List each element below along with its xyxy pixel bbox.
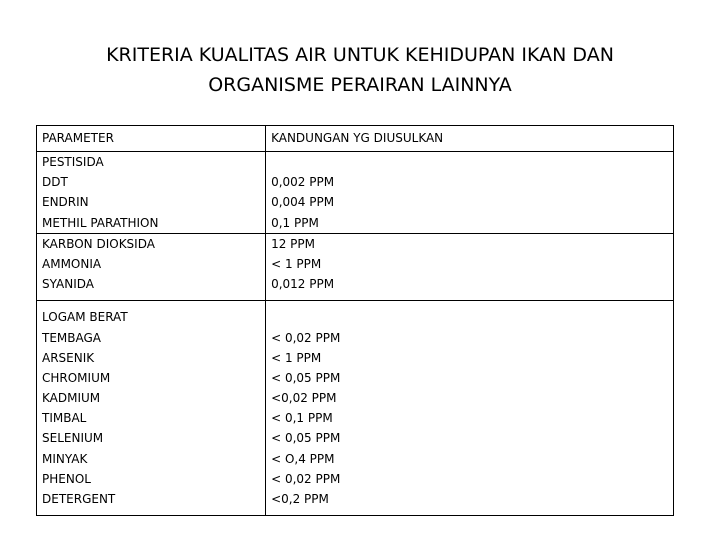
table-row [37, 152, 674, 234]
parameter-label: ENDRIN [42, 195, 89, 210]
parameter-cell [37, 301, 266, 516]
value-label [271, 152, 668, 172]
value-label: < O,4 PPM [271, 451, 335, 466]
value-label: < 0,02 PPM [271, 471, 341, 486]
table-row [37, 301, 674, 516]
water-quality-table [36, 125, 674, 516]
parameter-label: PHENOL [42, 471, 91, 486]
parameter-label: DDT [42, 175, 68, 190]
parameter-label: LOGAM BERAT [42, 310, 128, 325]
value-cell [266, 152, 674, 234]
value-label: < 0,1 PPM [271, 411, 333, 426]
value-cell [266, 301, 674, 516]
header-parameter-cell [37, 126, 266, 152]
parameter-label: SELENIUM [42, 431, 104, 446]
row-spacer [271, 294, 668, 300]
value-label: 0,002 PPM [271, 175, 335, 190]
parameter-label: SYANIDA [42, 277, 94, 292]
parameter-label: KADMIUM [42, 391, 101, 406]
parameter-label: KARBON DIOKSIDA [42, 236, 155, 251]
parameter-label: AMMONIA [42, 256, 102, 271]
value-cell [266, 233, 674, 301]
parameter-cell [37, 152, 266, 234]
value-label: 0,1 PPM [271, 215, 319, 230]
page-title [0, 40, 720, 100]
parameter-label: TIMBAL [42, 411, 87, 426]
value-label: 0,004 PPM [271, 195, 335, 210]
row-spacer [42, 294, 260, 300]
parameter-label: DETERGENT [42, 492, 116, 506]
header-value: KANDUNGAN YG DIUSULKAN [271, 131, 444, 145]
value-label: 0,012 PPM [271, 277, 335, 292]
value-label: <0,2 PPM [271, 492, 329, 506]
value-label: 12 PPM [271, 236, 315, 251]
value-label: < 0,05 PPM [271, 370, 341, 385]
parameter-label: MINYAK [42, 451, 88, 466]
header-value-cell [266, 126, 674, 152]
value-label: < 0,05 PPM [271, 431, 341, 446]
parameter-label: METHIL PARATHION [42, 215, 159, 230]
parameter-label: ARSENIK [42, 350, 95, 365]
row-spacer [271, 509, 668, 515]
value-label [271, 307, 668, 327]
value-label: < 1 PPM [271, 350, 322, 365]
table-header-row [37, 126, 674, 152]
value-label: <0,02 PPM [271, 391, 337, 406]
value-label: < 0,02 PPM [271, 330, 341, 345]
title-line-2: ORGANISME PERAIRAN LAINNYA [208, 74, 512, 96]
parameter-label: CHROMIUM [42, 370, 111, 385]
parameter-label: PESTISIDA [42, 155, 104, 169]
value-label: < 1 PPM [271, 256, 322, 271]
parameter-label: TEMBAGA [42, 330, 102, 345]
row-spacer [42, 509, 260, 515]
parameter-cell [37, 233, 266, 301]
table-row [37, 233, 674, 301]
title-line-1: KRITERIA KUALITAS AIR UNTUK KEHIDUPAN IKAN DAN [106, 44, 614, 66]
header-parameter: PARAMETER [42, 131, 114, 145]
